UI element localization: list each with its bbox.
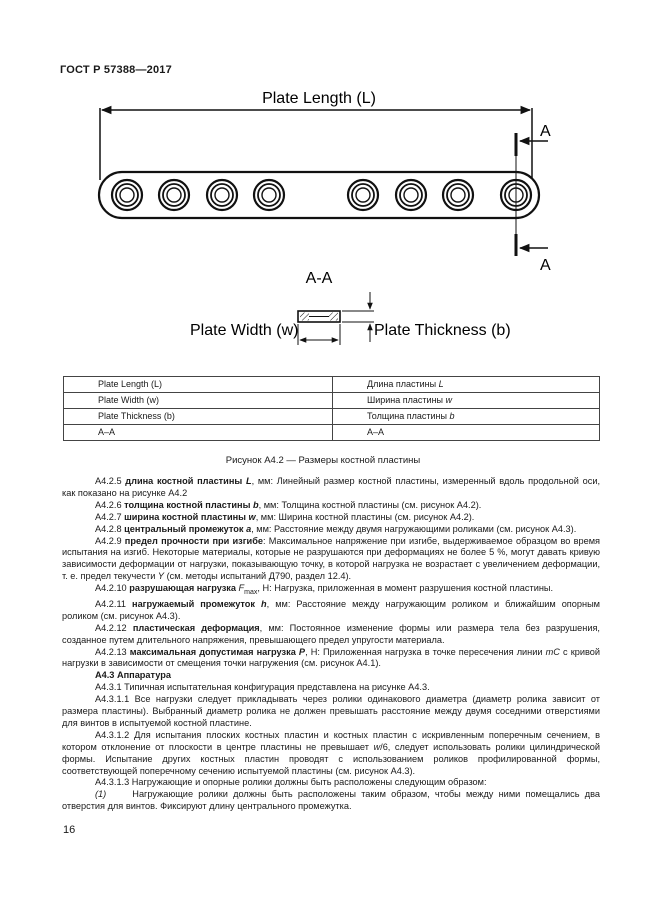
cross-section-drawing <box>298 292 374 345</box>
legend-ru-cell: Толщина пластины b <box>333 409 600 425</box>
list-item-1: (1) Нагружающие ролики должны быть расположены таким образом, чтобы между ними помещались два отверстия для винтов. Фиксируют длину центрального промежутка. <box>62 789 603 812</box>
legend-table <box>63 376 600 441</box>
legend-row <box>64 393 600 409</box>
body-text <box>62 476 603 813</box>
paragraph-a4-2-12: А4.2.12 пластическая деформация, мм: Постоянное изменение формы или размера тела без разрушения, созданное путем длительного напряжения, превышающего предел упругости материала. <box>62 622 600 645</box>
legend-ru-cell: Длина пластины L <box>333 377 600 393</box>
legend-row <box>64 425 600 441</box>
section-mark-bottom: A <box>540 257 551 274</box>
plate-thickness-label: Plate Thickness (b) <box>374 322 511 339</box>
plate-length-dimension <box>100 108 532 180</box>
bone-plate-drawing <box>99 172 539 218</box>
legend-row <box>64 377 600 393</box>
paragraph-a4-2-13: А4.2.13 максимальная допустимая нагрузка P, Н: Приложенная нагрузка в точке пересечения линии mC с кривой нагрузки в зависимости от смещения точки нагружения (см. рисунок А4.1). <box>62 646 600 669</box>
paragraph-a4-3-1-3: А4.3.1.3 Нагружающие и опорные ролики должны быть расположены следующим образом: <box>95 777 487 788</box>
legend-ru-cell: Ширина пластины w <box>333 393 600 409</box>
legend-row <box>64 409 600 425</box>
figure-caption: Рисунок А4.2 — Размеры костной пластины <box>225 455 421 466</box>
legend-en-cell: Plate Width (w) <box>64 393 333 409</box>
paragraph-a4-2-9: А4.2.9 предел прочности при изгибе: Максимальное напряжение при изгибе, выдерживаемое образцом во время испытания на изгиб. Некоторые материалы, которые не разрушаются при деформациях не более 5 %, могут давать кривую зависимости деформации от нагрузки, показывающую точку, в которой нагрузка не возрастает с увеличением деформации, т. е. предел текучести Y (см. методы испытаний Д790, раздел 12.4). <box>62 535 600 582</box>
plate-dimensions-figure <box>0 0 646 370</box>
paragraph-a4-3-1-1: А4.3.1.1 Все нагрузки следует прикладывать через ролики одинакового диаметра (диаметр ролика зависит от размера пластины). Выбранный диаметр ролика не должен превышать расстояние между двумя соседними отверстиями для винтов в испытуемой костной пластине. <box>62 694 600 728</box>
paragraph-a4-2-10: А4.2.10 разрушающая нагрузка $F_{max}$, Н: Нагрузка, приложенная в момент разрушения костной пластины. <box>95 583 554 596</box>
paragraph-a4-2-7: А4.2.7 ширина костной пластины w, мм: Ширина костной пластины (см. рисунок А4.2). <box>95 511 475 522</box>
standard-header: ГОСТ Р 57388—2017 <box>60 64 172 76</box>
page-number: 16 <box>63 824 76 836</box>
paragraph-a4-2-11: А4.2.11 нагружаемый промежуток h, мм: Расстояние между нагружающим роликом и ближайшим опорным роликом (см. рисунок А4.3). <box>62 598 600 621</box>
paragraph-a4-2-5: А4.2.5 длина костной пластины L, мм: Линейный размер костной пластины, измеренный вдоль продольной оси, как показано на рисунке А4.2 <box>62 476 600 498</box>
section-heading-a4-3: А4.3 Аппаратура <box>95 670 171 681</box>
legend-en-cell: Plate Thickness (b) <box>64 409 333 425</box>
paragraph-a4-3-1-2: А4.3.1.2 Для испытания плоских костных пластин и костных пластин с искривленным поперечным сечением, в котором отклонение от плоскости в центре пластины не превышает w/6, следует использовать ролики цилиндрической формы. Испытание других костных пластин проводят с использованием роликов профилированной формы, соответствующей поперечному сечению испытуемой пластины (см. рисунок А4.3). <box>62 729 600 776</box>
paragraph-a4-2-8: А4.2.8 центральный промежуток a, мм: Расстояние между двумя нагружающими роликами (см. рисунок А4.3). <box>95 523 577 534</box>
section-mark-top: A <box>540 123 551 140</box>
section-title: A-A <box>305 270 333 287</box>
legend-en-cell: A–A <box>64 425 333 441</box>
paragraph-a4-3-1: А4.3.1 Типичная испытательная конфигурация представлена на рисунке А4.3. <box>95 682 430 693</box>
legend-en-cell: Plate Length (L) <box>64 377 333 393</box>
plate-length-label: Plate Length (L) <box>262 90 376 107</box>
paragraph-a4-2-6: А4.2.6 толщина костной пластины b, мм: Толщина костной пластины (см. рисунок А4.2). <box>95 499 482 510</box>
legend-ru-cell: A–A <box>333 425 600 441</box>
plate-width-label: Plate Width (w) <box>190 322 299 339</box>
